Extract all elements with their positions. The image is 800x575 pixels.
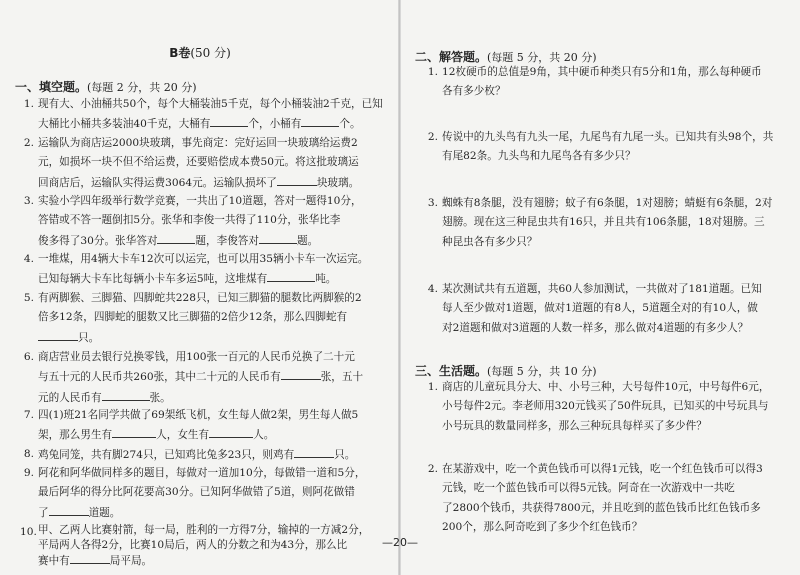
answer-blank[interactable] <box>112 425 156 438</box>
answer-blank[interactable] <box>157 231 195 244</box>
answer-blank[interactable] <box>210 114 248 127</box>
answer-blank[interactable] <box>281 367 321 380</box>
section-life-heading: 三、生活题。(每题 5 分，共 10 分) <box>415 364 597 378</box>
answer-blank[interactable] <box>38 328 78 341</box>
answer-blank[interactable] <box>102 388 150 401</box>
answer-blank[interactable] <box>267 269 315 282</box>
answer-blank[interactable] <box>294 445 334 458</box>
section-fill-heading: 一、填空题。(每题 2 分，共 20 分) <box>15 80 197 94</box>
answer-blank[interactable] <box>277 173 317 186</box>
answer-blank[interactable] <box>209 425 253 438</box>
answer-blank[interactable] <box>70 553 110 564</box>
right-column: 二、解答题。(每题 5 分，共 20 分) 1. 12枚硬币的总值是9角，其中硬币种类只有5分和1角，那么每种硬币 各有多少枚？ 2. 传说中的九头鸟有九头一尾，九尾鸟有九尾一头。已知共有头98个，共 有尾82条。九头鸟和九尾鸟各有多少只？ 3. 蜘蛛有8条腿，没有翅膀；蚊子有6条腿，1对翅膀；蜻蜓有6条腿，2对 翅膀。现在这三种昆虫共有16只，并且共有106条腿，18对翅膀。三 种昆虫各有多少只？ 4. 某次测试共有五道题，共60人参加测试，一共做对了181道题。已知 每人至少做对1道题，做对1道题的有8人，5道题全对的有10人，做 对2道题和做对3道题的人数一样多，那么做对4道题的有多少人？ 三、生活题。(每题 5 分，共 10 分) 1. 商店的儿童玩具分大、中、小号三种，大号每件10元，中号每件6元， 小号每件2元。李老师用320元钱买了50件玩具，已知买的中号玩具与 小号玩具的数量同样多，那么三种玩具每样买了多少件？ 2. 在某游戏中，吃一个黄色钱币可以得1元钱，吃一个红色钱币可以得3 元钱，吃一个蓝色钱币可以得5元钱。阿奇在一次游戏中一共吃 了2800个钱币，共获得7800元，并且吃到的蓝色钱币比红色钱币多 200个，那么阿奇吃到了多少个红色钱币？ <box>415 50 774 533</box>
title-bold: B卷 <box>169 46 191 60</box>
title-score: (50 分) <box>190 46 231 60</box>
section-solve-heading: 二、解答题。(每题 5 分，共 20 分) <box>415 50 597 64</box>
answer-blank[interactable] <box>301 114 339 127</box>
answer-blank[interactable] <box>49 503 89 516</box>
page-number: —20— <box>382 536 418 549</box>
answer-blank[interactable] <box>259 231 297 244</box>
page-title <box>0 44 400 61</box>
left-column: B卷(50 分) 一、填空题。(每题 2 分，共 20 分) 1. 现有大、小油桶共50个，每个大桶装油5千克，每个小桶装油2千克，已知 大桶比小桶共多装油40千克，大桶有 个，小桶有 个。 2. 运输队为商店运2000块玻璃，事先商定：完好运回一块玻璃给运费2 元，如损坏一块不但不给运费，还要赔偿成本费50元。将这批玻璃运 回商店后，运输队实得运费3064元。运输队损坏了 块玻璃。 3. 实验小学四年级举行数学竞赛，一共出了10道题，答对一题得10分， 答错或不答一题倒扣5分。张华和李俊一共得了110分，张华比李 俊多得了30分。张华答对 题，李俊答对 题。 4. 一堆煤，用4辆大卡车12次可以运完，也可以用35辆小卡车一次运完。 已知每辆大卡车比每辆小卡车多运5吨，这堆煤有 吨。 5. 有两脚猴、三脚猫、四脚蛇共228只，已知三脚猫的腿数比两脚猴的2 倍多12条，四脚蛇的腿数又比三脚猫的2倍少12条，那么四脚蛇有 只。 6. 商店营业员去银行兑换零钱，用100张一百元的人民币兑换了二十元 与五十元的人民币共260张，其中二十元的人民币有 张，五十 元的人民币有 张。 7. 四(1)班21名同学共做了69架纸飞机，女生每人做2架，男生每人做5 架，那么男生有 人，女生有 人。 8. 鸡兔同笼，共有脚274只，已知鸡比兔多23只，则鸡有 只。 9. 阿花和阿华做同样多的题目，每做对一道加10分，每做错一道和5分， 最后阿华的得分比阿花要高30分。已知阿华做错了5道，则阿花做错 了 道题。 10. 甲、乙两人比赛射箭，每一局，胜利的一方得7分，输掉的一方减2分， 平局两人各得2分，比赛10局后，两人的分数之和为43分，那么比 赛中有 局平局。 <box>0 0 400 575</box>
